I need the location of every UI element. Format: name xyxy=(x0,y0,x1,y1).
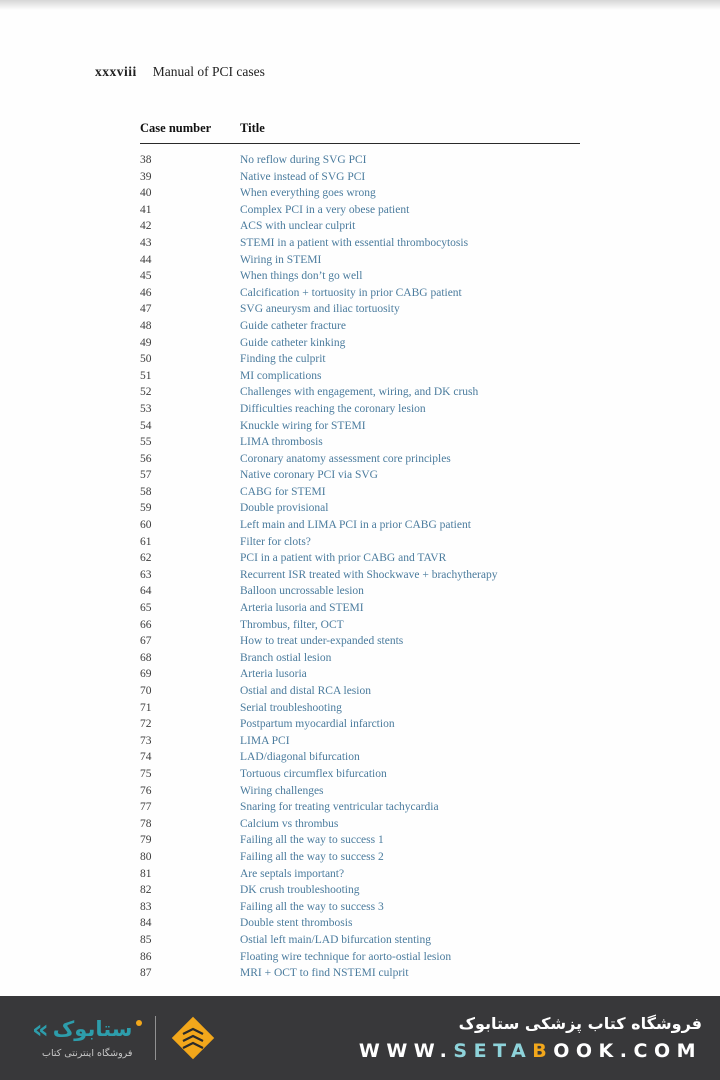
header-rule xyxy=(140,143,580,144)
case-number: 60 xyxy=(140,519,152,532)
table-row xyxy=(140,218,580,235)
case-number: 75 xyxy=(140,767,152,780)
case-number: 50 xyxy=(140,353,152,366)
table-row xyxy=(140,617,580,634)
table-row xyxy=(140,169,580,186)
case-title: Recurrent ISR treated with Shockwave + brachytherapy xyxy=(240,568,498,581)
case-number: 54 xyxy=(140,419,152,432)
case-title: When everything goes wrong xyxy=(240,187,376,200)
table-row xyxy=(140,633,580,650)
case-title: CABG for STEMI xyxy=(240,485,326,498)
case-number: 58 xyxy=(140,485,152,498)
banner-text-block xyxy=(217,1014,720,1062)
table-row xyxy=(140,733,580,750)
setabook-logo xyxy=(0,1014,217,1062)
case-title: Wiring challenges xyxy=(240,784,324,797)
table-row xyxy=(140,866,580,883)
brand-accent-dot-icon xyxy=(136,1020,142,1026)
watermark-banner xyxy=(0,996,720,1080)
case-title: Filter for clots? xyxy=(240,535,311,548)
case-title: Calcification + tortuosity in prior CABG patient xyxy=(240,286,462,299)
case-number: 57 xyxy=(140,469,152,482)
case-number: 52 xyxy=(140,386,152,399)
case-title: Ostial and distal RCA lesion xyxy=(240,685,371,697)
logo-brand-row xyxy=(32,1017,142,1043)
table-row xyxy=(140,832,580,849)
case-number: 55 xyxy=(140,436,152,449)
case-list-table xyxy=(140,121,580,982)
case-number: 65 xyxy=(140,602,152,615)
case-title: Thrombus, filter, OCT xyxy=(240,618,344,631)
table-row xyxy=(140,434,580,451)
case-number: 87 xyxy=(140,967,152,980)
table-row xyxy=(140,915,580,932)
case-title: Tortuous circumflex bifurcation xyxy=(240,767,387,780)
case-title: Calcium vs thrombus xyxy=(240,817,339,830)
case-number: 56 xyxy=(140,452,152,465)
case-number: 80 xyxy=(140,850,152,863)
table-row xyxy=(140,235,580,252)
table-row xyxy=(140,932,580,949)
case-title: Double provisional xyxy=(240,502,329,515)
table-row xyxy=(140,899,580,916)
table-row xyxy=(140,500,580,517)
table-row xyxy=(140,467,580,484)
website-segment: SETA xyxy=(453,1040,533,1062)
case-title: Difficulties reaching the coronary lesion xyxy=(240,402,426,415)
table-row xyxy=(140,583,580,600)
case-title: Arteria lusoria and STEMI xyxy=(240,602,364,615)
case-number: 67 xyxy=(140,635,152,648)
case-number: 70 xyxy=(140,685,152,697)
case-number: 53 xyxy=(140,402,152,415)
case-number: 77 xyxy=(140,801,152,814)
table-row xyxy=(140,650,580,667)
case-title: When things don’t go well xyxy=(240,270,363,283)
case-number: 48 xyxy=(140,319,152,332)
table-row xyxy=(140,335,580,352)
page-top-shadow xyxy=(0,0,720,10)
website-segment: WWW. xyxy=(358,1040,454,1062)
case-title: Double stent thrombosis xyxy=(240,917,353,930)
table-row xyxy=(140,384,580,401)
case-title: No reflow during SVG PCI xyxy=(240,154,367,166)
table-row xyxy=(140,185,580,202)
case-number: 73 xyxy=(140,734,152,747)
case-title: LAD/diagonal bifurcation xyxy=(240,751,360,764)
case-title: Are septals important? xyxy=(240,867,345,880)
website-url xyxy=(359,1040,702,1062)
table-row xyxy=(140,534,580,551)
case-title: Knuckle wiring for STEMI xyxy=(240,419,366,432)
table-row xyxy=(140,683,580,700)
case-number: 49 xyxy=(140,336,152,349)
column-header-case-number: Case number xyxy=(140,121,212,135)
case-title: Native instead of SVG PCI xyxy=(240,170,366,183)
case-title: LIMA thrombosis xyxy=(240,436,323,449)
case-title: MI complications xyxy=(240,369,322,382)
case-number: 64 xyxy=(140,585,152,598)
website-segment: B xyxy=(532,1040,554,1062)
table-row xyxy=(140,202,580,219)
case-number: 61 xyxy=(140,535,152,548)
case-title: ACS with unclear culprit xyxy=(240,220,356,233)
table-row xyxy=(140,816,580,833)
website-segment: OOK.COM xyxy=(553,1040,702,1062)
case-number: 86 xyxy=(140,950,152,963)
case-number: 62 xyxy=(140,552,152,565)
case-number: 38 xyxy=(140,154,152,166)
case-number: 68 xyxy=(140,651,152,664)
case-title: STEMI in a patient with essential thrombocytosis xyxy=(240,236,469,249)
case-number: 59 xyxy=(140,502,152,515)
case-number: 41 xyxy=(140,203,152,216)
table-row xyxy=(140,965,580,982)
case-number: 43 xyxy=(140,236,152,249)
logo-divider xyxy=(155,1016,156,1060)
table-row xyxy=(140,418,580,435)
case-number: 69 xyxy=(140,668,152,681)
case-title: Balloon uncrossable lesion xyxy=(240,585,364,598)
table-row xyxy=(140,301,580,318)
brand-name: ستابوک xyxy=(52,1017,133,1042)
table-header xyxy=(140,121,580,136)
case-number: 46 xyxy=(140,286,152,299)
table-row xyxy=(140,600,580,617)
table-row xyxy=(140,484,580,501)
table-row xyxy=(140,766,580,783)
table-row xyxy=(140,849,580,866)
case-number: 66 xyxy=(140,618,152,631)
case-number: 74 xyxy=(140,751,152,764)
table-rows xyxy=(140,152,580,982)
table-row xyxy=(140,517,580,534)
case-title: Failing all the way to success 2 xyxy=(240,850,384,863)
case-title: Guide catheter fracture xyxy=(240,319,346,332)
table-row xyxy=(140,285,580,302)
case-title: Postpartum myocardial infarction xyxy=(240,718,395,731)
case-number: 72 xyxy=(140,718,152,731)
case-title: Complex PCI in a very obese patient xyxy=(240,203,410,216)
case-number: 45 xyxy=(140,270,152,283)
case-number: 83 xyxy=(140,900,152,913)
case-title: Branch ostial lesion xyxy=(240,651,332,664)
case-number: 51 xyxy=(140,369,152,382)
store-name: فروشگاه کتاب پزشکی ستابوک xyxy=(458,1014,702,1033)
case-title: How to treat under-expanded stents xyxy=(240,635,404,648)
case-title: MRI + OCT to find NSTEMI culprit xyxy=(240,967,409,980)
case-title: Floating wire technique for aorto-ostial lesion xyxy=(240,950,452,963)
case-number: 40 xyxy=(140,187,152,200)
case-title: Failing all the way to success 3 xyxy=(240,900,384,913)
table-row xyxy=(140,716,580,733)
table-row xyxy=(140,567,580,584)
table-row xyxy=(140,401,580,418)
table-row xyxy=(140,268,580,285)
case-title: DK crush troubleshooting xyxy=(240,884,360,897)
page-folio: xxxviii xyxy=(95,64,137,79)
case-title: Failing all the way to success 1 xyxy=(240,834,384,847)
case-title: Challenges with engagement, wiring, and DK crush xyxy=(240,386,479,399)
table-row xyxy=(140,949,580,966)
case-number: 47 xyxy=(140,303,152,316)
case-title: Snaring for treating ventricular tachycardia xyxy=(240,801,439,814)
table-row xyxy=(140,700,580,717)
case-number: 79 xyxy=(140,834,152,847)
table-row xyxy=(140,666,580,683)
table-row xyxy=(140,368,580,385)
column-header-title: Title xyxy=(240,121,265,135)
case-number: 82 xyxy=(140,884,152,897)
case-number: 71 xyxy=(140,701,152,714)
case-title: Wiring in STEMI xyxy=(240,253,322,266)
case-number: 39 xyxy=(140,170,152,183)
case-number: 85 xyxy=(140,933,152,946)
table-row xyxy=(140,351,580,368)
case-title: Left main and LIMA PCI in a prior CABG patient xyxy=(240,519,471,532)
case-title: PCI in a patient with prior CABG and TAVR xyxy=(240,552,447,565)
table-row xyxy=(140,252,580,269)
case-title: LIMA PCI xyxy=(240,734,290,747)
table-row xyxy=(140,152,580,169)
table-row xyxy=(140,749,580,766)
case-title: Guide catheter kinking xyxy=(240,336,346,349)
case-title: Finding the culprit xyxy=(240,353,326,366)
case-title: Native coronary PCI via SVG xyxy=(240,469,378,482)
chevrons-icon: « xyxy=(32,1015,49,1045)
logo-tagline: فروشگاه اینترنتی کتاب xyxy=(42,1048,133,1059)
case-number: 81 xyxy=(140,867,152,880)
case-number: 63 xyxy=(140,568,152,581)
case-number: 76 xyxy=(140,784,152,797)
case-number: 42 xyxy=(140,220,152,233)
table-row xyxy=(140,451,580,468)
case-number: 84 xyxy=(140,917,152,930)
case-title: Arteria lusoria xyxy=(240,668,307,681)
table-row xyxy=(140,550,580,567)
table-row xyxy=(140,783,580,800)
case-number: 78 xyxy=(140,817,152,830)
case-title: SVG aneurysm and iliac tortuosity xyxy=(240,303,400,316)
case-title: Coronary anatomy assessment core principles xyxy=(240,452,451,465)
table-row xyxy=(140,799,580,816)
logo-text-block xyxy=(32,1017,142,1059)
setabook-diamond-icon xyxy=(169,1014,217,1062)
running-title: Manual of PCI cases xyxy=(152,64,265,79)
running-head xyxy=(95,64,265,80)
case-title: Ostial left main/LAD bifurcation stenting xyxy=(240,933,431,946)
case-title: Serial troubleshooting xyxy=(240,701,342,714)
table-row xyxy=(140,882,580,899)
table-row xyxy=(140,318,580,335)
case-number: 44 xyxy=(140,253,152,266)
